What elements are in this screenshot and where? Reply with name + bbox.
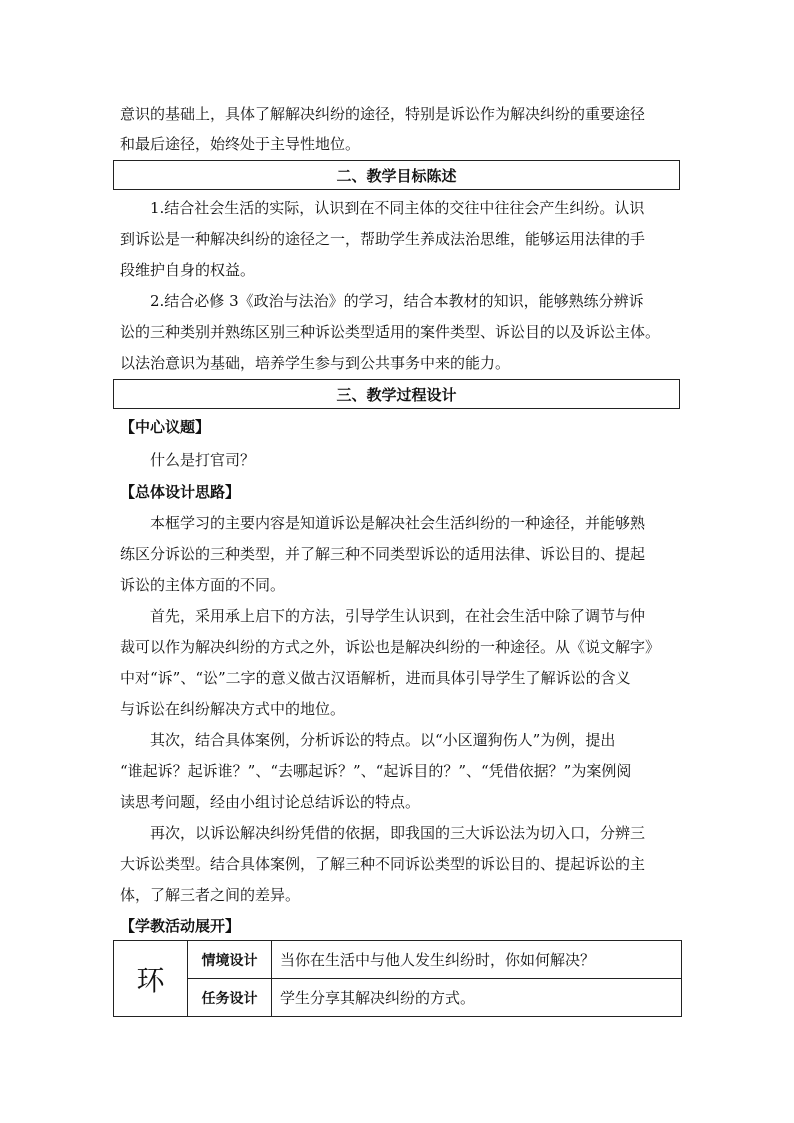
design-para-2-line: 裁可以作为解决纠纷的方式之外，诉讼也是解决纠纷的一种途径。从《说文解字》 [120,638,661,656]
stage-cell: 环 [114,941,188,1017]
design-para-3-line: 其次，结合具体案例，分析诉讼的特点。以“小区遛狗伤人”为例，提出 [150,731,616,749]
section-heading-process [113,379,680,409]
intro-line: 意识的基础上，具体了解解决纠纷的途径，特别是诉讼作为解决纠纷的重要途径 [120,105,646,123]
activity-table [113,940,682,1017]
design-para-1-line: 本框学习的主要内容是知道诉讼是解决社会生活纠纷的一种途径，并能够熟 [150,514,646,532]
design-para-3-line: “谁起诉？起诉谁？”、“去哪起诉？”、“起诉目的？”、“凭借依据？”为案例阅 [120,762,632,780]
row-label: 情境设计 [188,941,272,979]
design-para-4-line: 大诉讼类型。结合具体案例，了解三种不同诉讼类型的诉讼目的、提起诉讼的主 [120,855,646,873]
design-para-2-line: 中对“诉”、“讼”二字的意义做古汉语解析，进而具体引导学生了解诉讼的含义 [120,669,631,687]
design-para-1-line: 练区分诉讼的三种类型，并了解三种不同类型诉讼的适用法律、诉讼目的、提起 [120,545,646,563]
overall-design-heading: 【总体设计思路】 [120,483,241,501]
table-row [114,941,682,979]
intro-line: 和最后途径，始终处于主导性地位。 [120,135,361,153]
design-para-3-line: 读思考问题，经由小组讨论总结诉讼的特点。 [120,793,421,811]
design-para-4-line: 再次，以诉讼解决纠纷凭借的依据，即我国的三大诉讼法为切入口，分辨三 [150,824,646,842]
activity-heading: 【学教活动展开】 [120,917,241,935]
section-heading-objectives [113,160,680,190]
objective-2-line: 以法治意识为基础，培养学生参与到公共事务中来的能力。 [120,354,511,372]
objective-2-line: 讼的三种类别并熟练区别三种诉讼类型适用的案件类型、诉讼目的以及诉讼主体。 [120,323,661,341]
central-question: 什么是打官司？ [150,451,256,469]
row-content: 当你在生活中与他人发生纠纷时，你如何解决？ [272,941,682,979]
design-para-2-line: 首先，采用承上启下的方法，引导学生认识到，在社会生活中除了调节与仲 [150,607,646,625]
objective-1-line: 段维护自身的权益。 [120,261,256,279]
central-topic-heading: 【中心议题】 [120,418,211,436]
row-label: 任务设计 [188,979,272,1017]
design-para-1-line: 诉讼的主体方面的不同。 [120,576,286,594]
objective-2-line: 2.结合必修 3《政治与法治》的学习，结合本教材的知识，能够熟练分辨诉 [150,292,644,310]
row-content: 学生分享其解决纠纷的方式。 [272,979,682,1017]
section-title: 三、教学过程设计 [336,385,457,404]
table-row [114,979,682,1017]
objective-1-line: 1.结合社会生活的实际，认识到在不同主体的交往中往往会产生纠纷。认识 [150,199,645,217]
section-title: 二、教学目标陈述 [336,166,457,185]
objective-1-line: 到诉讼是一种解决纠纷的途径之一，帮助学生养成法治思维，能够运用法律的手 [120,230,646,248]
design-para-4-line: 体，了解三者之间的差异。 [120,886,301,904]
design-para-2-line: 与诉讼在纠纷解决方式中的地位。 [120,700,346,718]
